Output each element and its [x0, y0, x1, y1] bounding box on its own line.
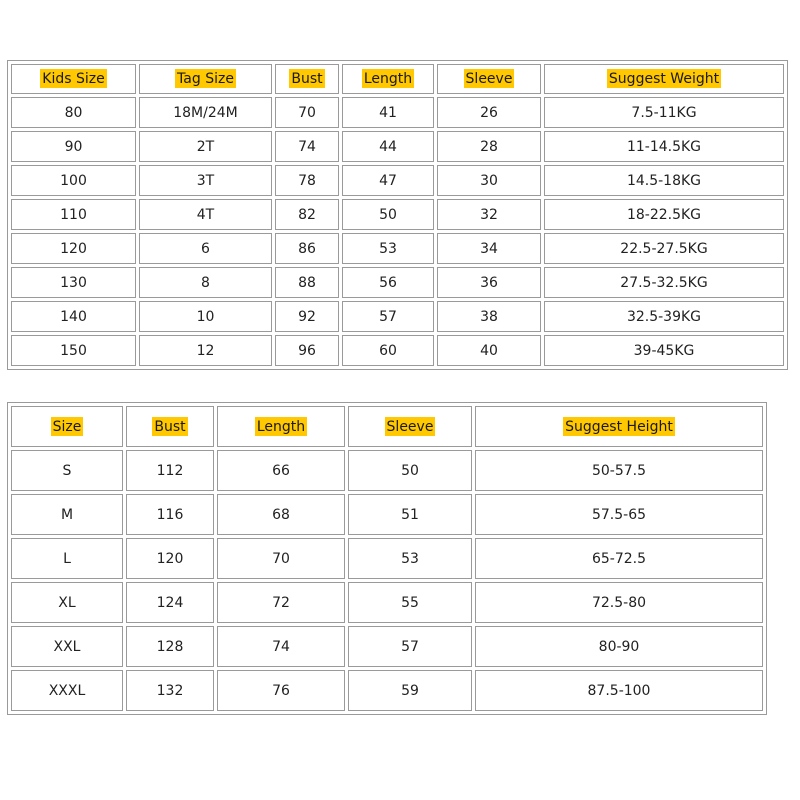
adult-table-cell: S	[11, 450, 123, 491]
adult-header-label: Suggest Height	[565, 418, 673, 435]
adult-table-cell: 59	[348, 670, 472, 711]
kids-table-cell: 56	[342, 267, 434, 298]
kids-table-row	[11, 267, 784, 298]
kids-table-cell: 32.5-39KG	[544, 301, 784, 332]
kids-header-label: Kids Size	[42, 71, 105, 87]
adult-table-cell: 65-72.5	[475, 538, 763, 579]
kids-table-cell: 26	[437, 97, 541, 128]
kids-table-cell: 14.5-18KG	[544, 165, 784, 196]
kids-header-cell	[437, 64, 541, 94]
kids-table-cell: 34	[437, 233, 541, 264]
adult-header-cell	[126, 406, 214, 447]
adult-table-row	[11, 670, 763, 711]
adult-table-cell: 51	[348, 494, 472, 535]
adult-header-cell	[217, 406, 345, 447]
kids-table-cell: 40	[437, 335, 541, 366]
kids-table-row	[11, 199, 784, 230]
kids-header-row	[11, 64, 784, 94]
kids-table-cell: 150	[11, 335, 136, 366]
adult-size-table-body	[11, 406, 763, 711]
kids-table-cell: 41	[342, 97, 434, 128]
kids-table-cell: 6	[139, 233, 272, 264]
kids-table-cell: 100	[11, 165, 136, 196]
adult-table-cell: 55	[348, 582, 472, 623]
kids-table-cell: 50	[342, 199, 434, 230]
adult-table-cell: M	[11, 494, 123, 535]
kids-table-cell: 140	[11, 301, 136, 332]
adult-table-row	[11, 582, 763, 623]
kids-header-label: Suggest Weight	[608, 71, 720, 87]
kids-table-cell: 38	[437, 301, 541, 332]
adult-header-cell	[475, 406, 763, 447]
adult-table-cell: 57.5-65	[475, 494, 763, 535]
kids-table-row	[11, 233, 784, 264]
kids-table-row	[11, 131, 784, 162]
kids-header-cell	[544, 64, 784, 94]
kids-table-cell: 44	[342, 131, 434, 162]
adult-header-label: Bust	[154, 418, 186, 435]
kids-header-label: Tag Size	[177, 71, 234, 87]
kids-table-cell: 130	[11, 267, 136, 298]
kids-table-row	[11, 301, 784, 332]
adult-table-cell: XXXL	[11, 670, 123, 711]
kids-header-label: Bust	[291, 71, 323, 87]
kids-table-cell: 57	[342, 301, 434, 332]
adult-table-cell: 112	[126, 450, 214, 491]
kids-table-cell: 74	[275, 131, 339, 162]
kids-table-cell: 36	[437, 267, 541, 298]
adult-table-cell: 57	[348, 626, 472, 667]
kids-table-cell: 2T	[139, 131, 272, 162]
kids-table-cell: 86	[275, 233, 339, 264]
adult-table-cell: XXL	[11, 626, 123, 667]
adult-table-row	[11, 538, 763, 579]
adult-table-row	[11, 626, 763, 667]
adult-table-cell: 70	[217, 538, 345, 579]
adult-table-cell: 74	[217, 626, 345, 667]
adult-table-row	[11, 450, 763, 491]
adult-header-cell	[11, 406, 123, 447]
kids-table-cell: 10	[139, 301, 272, 332]
kids-header-cell	[342, 64, 434, 94]
adult-size-table	[7, 402, 767, 715]
adult-header-label: Size	[52, 418, 82, 435]
kids-header-cell	[11, 64, 136, 94]
adult-header-label: Sleeve	[386, 418, 434, 435]
adult-table-cell: 72	[217, 582, 345, 623]
kids-size-table-body	[11, 64, 784, 366]
kids-header-label: Sleeve	[465, 71, 513, 87]
kids-table-cell: 88	[275, 267, 339, 298]
adult-table-cell: 116	[126, 494, 214, 535]
adult-header-row	[11, 406, 763, 447]
kids-table-cell: 8	[139, 267, 272, 298]
adult-table-cell: 128	[126, 626, 214, 667]
adult-table-cell: 53	[348, 538, 472, 579]
adult-table-cell: 50	[348, 450, 472, 491]
adult-header-label: Length	[256, 418, 306, 435]
kids-table-row	[11, 97, 784, 128]
kids-table-cell: 90	[11, 131, 136, 162]
kids-table-cell: 47	[342, 165, 434, 196]
adult-header-cell	[348, 406, 472, 447]
kids-table-row	[11, 335, 784, 366]
adult-table-cell: 50-57.5	[475, 450, 763, 491]
kids-header-cell	[139, 64, 272, 94]
kids-table-cell: 12	[139, 335, 272, 366]
kids-table-cell: 18-22.5KG	[544, 199, 784, 230]
kids-table-cell: 70	[275, 97, 339, 128]
kids-table-cell: 7.5-11KG	[544, 97, 784, 128]
kids-size-table	[7, 60, 788, 370]
kids-table-cell: 27.5-32.5KG	[544, 267, 784, 298]
adult-table-cell: 132	[126, 670, 214, 711]
kids-table-cell: 110	[11, 199, 136, 230]
kids-table-cell: 60	[342, 335, 434, 366]
kids-table-cell: 32	[437, 199, 541, 230]
adult-table-cell: XL	[11, 582, 123, 623]
kids-table-cell: 4T	[139, 199, 272, 230]
adult-table-cell: L	[11, 538, 123, 579]
adult-table-cell: 80-90	[475, 626, 763, 667]
kids-table-cell: 120	[11, 233, 136, 264]
adult-table-cell: 72.5-80	[475, 582, 763, 623]
adult-table-row	[11, 494, 763, 535]
kids-header-label: Length	[363, 71, 413, 87]
kids-table-cell: 53	[342, 233, 434, 264]
kids-header-cell	[275, 64, 339, 94]
kids-table-cell: 22.5-27.5KG	[544, 233, 784, 264]
kids-table-cell: 30	[437, 165, 541, 196]
kids-table-cell: 3T	[139, 165, 272, 196]
kids-table-cell: 11-14.5KG	[544, 131, 784, 162]
adult-table-cell: 87.5-100	[475, 670, 763, 711]
kids-table-cell: 92	[275, 301, 339, 332]
adult-table-cell: 120	[126, 538, 214, 579]
kids-table-cell: 78	[275, 165, 339, 196]
adult-table-cell: 124	[126, 582, 214, 623]
kids-table-cell: 28	[437, 131, 541, 162]
kids-table-cell: 96	[275, 335, 339, 366]
adult-table-cell: 66	[217, 450, 345, 491]
kids-table-row	[11, 165, 784, 196]
kids-table-cell: 80	[11, 97, 136, 128]
kids-table-cell: 18M/24M	[139, 97, 272, 128]
adult-table-cell: 76	[217, 670, 345, 711]
kids-table-cell: 39-45KG	[544, 335, 784, 366]
kids-table-cell: 82	[275, 199, 339, 230]
adult-table-cell: 68	[217, 494, 345, 535]
